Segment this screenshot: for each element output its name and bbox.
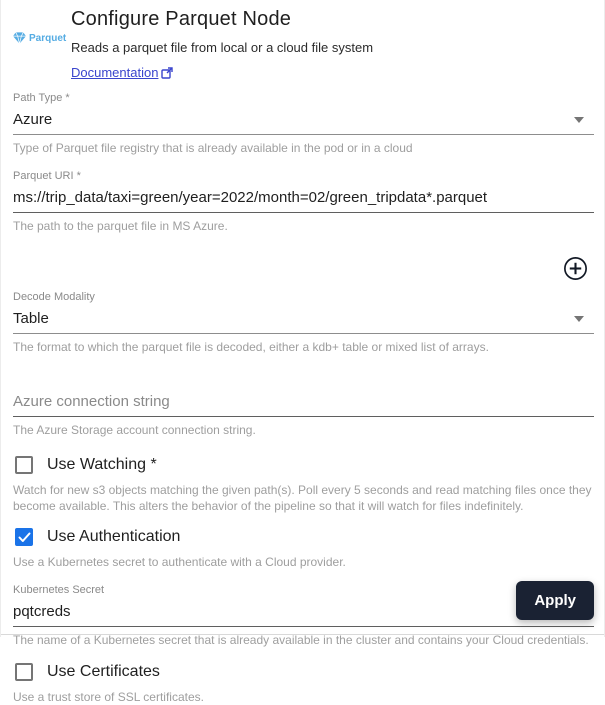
use-authentication-label: Use Authentication — [47, 528, 181, 546]
azure-connection-input[interactable] — [13, 390, 594, 416]
header — [13, 8, 594, 82]
kubernetes-secret-label: Kubernetes Secret — [13, 584, 105, 597]
parquet-uri-label: Parquet URI * — [13, 170, 81, 183]
kubernetes-secret-helper: The name of a Kubernetes secret that is already available in the cluster and contains your Cloud credentials. — [13, 633, 589, 648]
page-subtitle: Reads a parquet file from local or a cloud file system — [71, 40, 374, 55]
path-type-label: Path Type * — [13, 92, 70, 104]
parquet-logo — [13, 8, 69, 44]
use-certificates-checkbox[interactable] — [15, 663, 33, 681]
dropdown-arrow-icon — [574, 117, 584, 123]
parquet-uri-helper: The path to the parquet file in MS Azure. — [13, 219, 228, 234]
external-link-icon — [161, 67, 173, 79]
add-path-button[interactable] — [563, 256, 588, 281]
parquet-logo-label: Parquet — [29, 32, 67, 44]
path-type-helper: Type of Parquet file registry that is already available in the pod or in a cloud — [13, 141, 413, 155]
documentation-link-label: Documentation — [71, 65, 159, 80]
path-type-value: Azure — [13, 111, 53, 128]
azure-connection-field — [13, 390, 594, 438]
decode-modality-value: Table — [13, 310, 49, 328]
bottom-divider — [1, 634, 604, 635]
use-watching-row — [13, 456, 594, 474]
path-type-select[interactable] — [13, 108, 594, 135]
decode-modality-select[interactable] — [13, 307, 594, 334]
parquet-uri-field — [13, 170, 594, 234]
decode-modality-label: Decode Modality — [13, 291, 95, 304]
dropdown-arrow-icon — [574, 316, 584, 322]
decode-modality-helper: The format to which the parquet file is decoded, either a kdb+ table or mixed list of arrays. — [13, 340, 489, 355]
decode-modality-field — [13, 291, 594, 355]
use-watching-label: Use Watching * — [47, 455, 157, 473]
use-watching-helper: Watch for new s3 objects matching the given path(s). Poll every 5 seconds and read matching files once they become available. This alters the behavior of the pipeline so that it will watch for files indefinitely. — [13, 482, 592, 513]
kubernetes-secret-field — [13, 584, 594, 648]
use-watching-checkbox[interactable] — [15, 456, 33, 474]
use-authentication-helper: Use a Kubernetes secret to authenticate with a Cloud provider. — [13, 555, 346, 570]
parquet-gem-icon — [13, 32, 26, 44]
azure-connection-helper: The Azure Storage account connection string. — [13, 422, 256, 437]
path-type-field — [13, 92, 594, 156]
kubernetes-secret-input[interactable] — [13, 600, 594, 626]
use-authentication-row — [13, 528, 594, 546]
use-certificates-row — [13, 663, 594, 681]
use-authentication-checkbox[interactable] — [15, 528, 33, 546]
page-title: Configure Parquet Node — [71, 8, 292, 30]
apply-button[interactable]: Apply — [516, 581, 594, 620]
use-certificates-helper: Use a trust store of SSL certificates. — [13, 689, 204, 704]
use-certificates-label: Use Certificates — [47, 662, 160, 680]
parquet-uri-input[interactable] — [13, 186, 594, 212]
documentation-link[interactable] — [71, 65, 173, 80]
